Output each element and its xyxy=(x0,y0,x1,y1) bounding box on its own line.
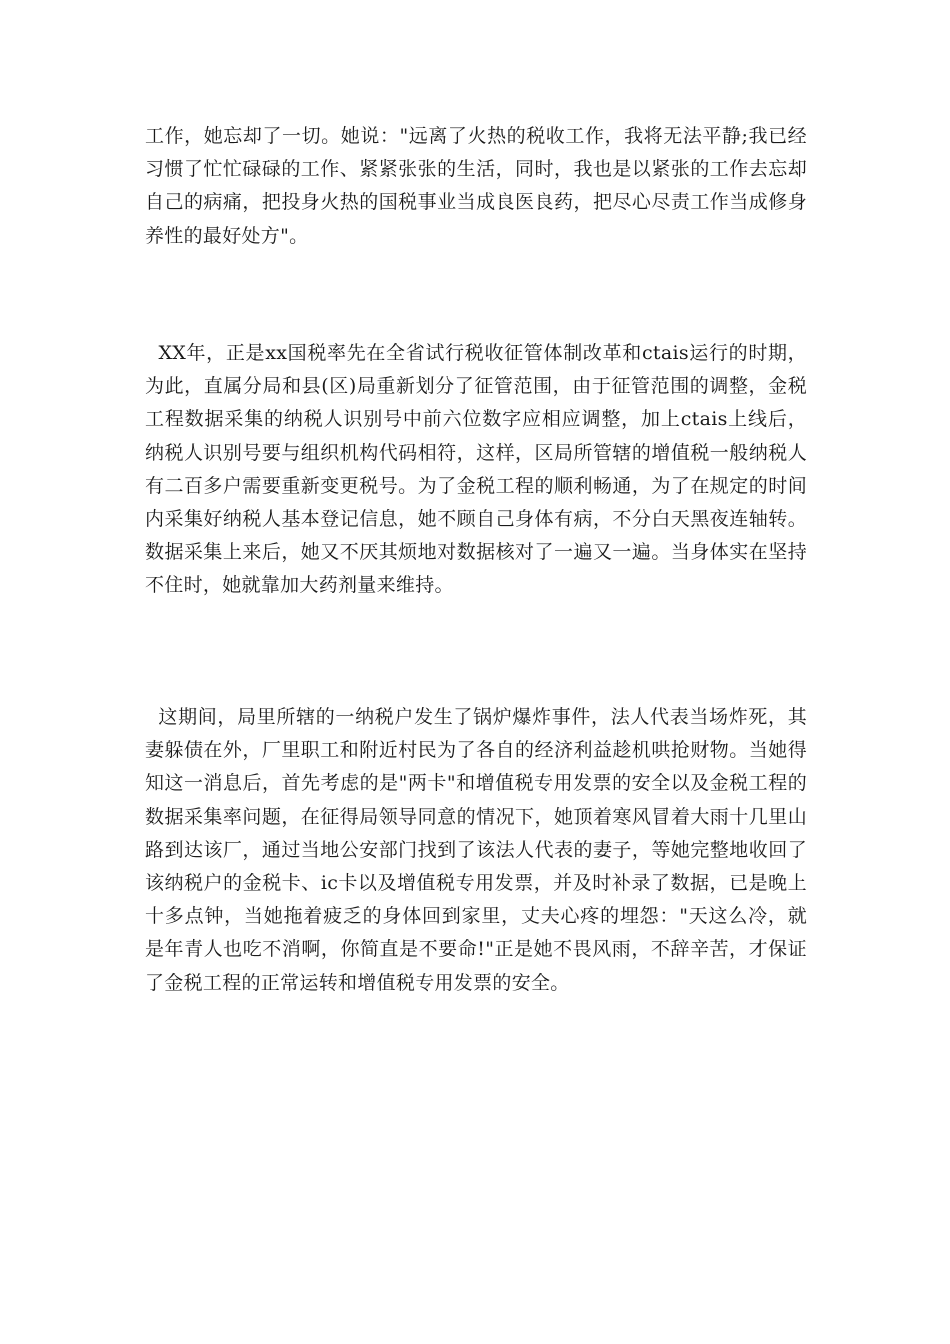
paragraph-1: 工作，她忘却了一切。她说："远离了火热的税收工作，我将无法平静;我已经习惯了忙忙碌碌的工作、紧紧张张的生活，同时，我也是以紧张的工作去忘却自己的病痛，把投身火热的国税事业当成良医良药，把尽心尽责工作当成修身养性的最好处方"。 xyxy=(145,125,807,247)
paragraph-2: XX年，正是xx国税率先在全省试行税收征管体制改革和ctais运行的时期，为此，直属分局和县(区)局重新划分了征管范围，由于征管范围的调整，金税工程数据采集的纳税人识别号中前六位数字应相应调整，加上ctais上线后，纳税人识别号要与组织机构代码相符，这样，区局所管辖的增值税一般纳税人有二百多户需要重新变更税号。为了金税工程的顺利畅通，为了在规定的时间内采集好纳税人基本登记信息，她不顾自己身体有病，不分白天黑夜连轴转。数据采集上来后，她又不厌其烦地对数据核对了一遍又一遍。当身体实在坚持不住时，她就靠加大药剂量来维持。 xyxy=(145,342,807,597)
paragraph-3: 这期间，局里所辖的一纳税户发生了锅炉爆炸事件，法人代表当场炸死，其妻躲债在外，厂里职工和附近村民为了各自的经济利益趁机哄抢财物。当她得知这一消息后，首先考虑的是"两卡"和增值税专用发票的安全以及金税工程的数据采集率问题，在征得局领导同意的情况下，她顶着寒风冒着大雨十几里山路到达该厂，通过当地公安部门找到了该法人代表的妻子，等她完整地收回了该纳税户的金税卡、ic卡以及增值税专用发票，并及时补录了数据，已是晚上十多点钟，当她拖着疲乏的身体回到家里，丈夫心疼的埋怨："天这么冷，就是年青人也吃不消啊，你简直是不要命!"正是她不畏风雨，不辞辛苦，才保证了金税工程的正常运转和增值税专用发票的安全。 xyxy=(145,706,807,994)
